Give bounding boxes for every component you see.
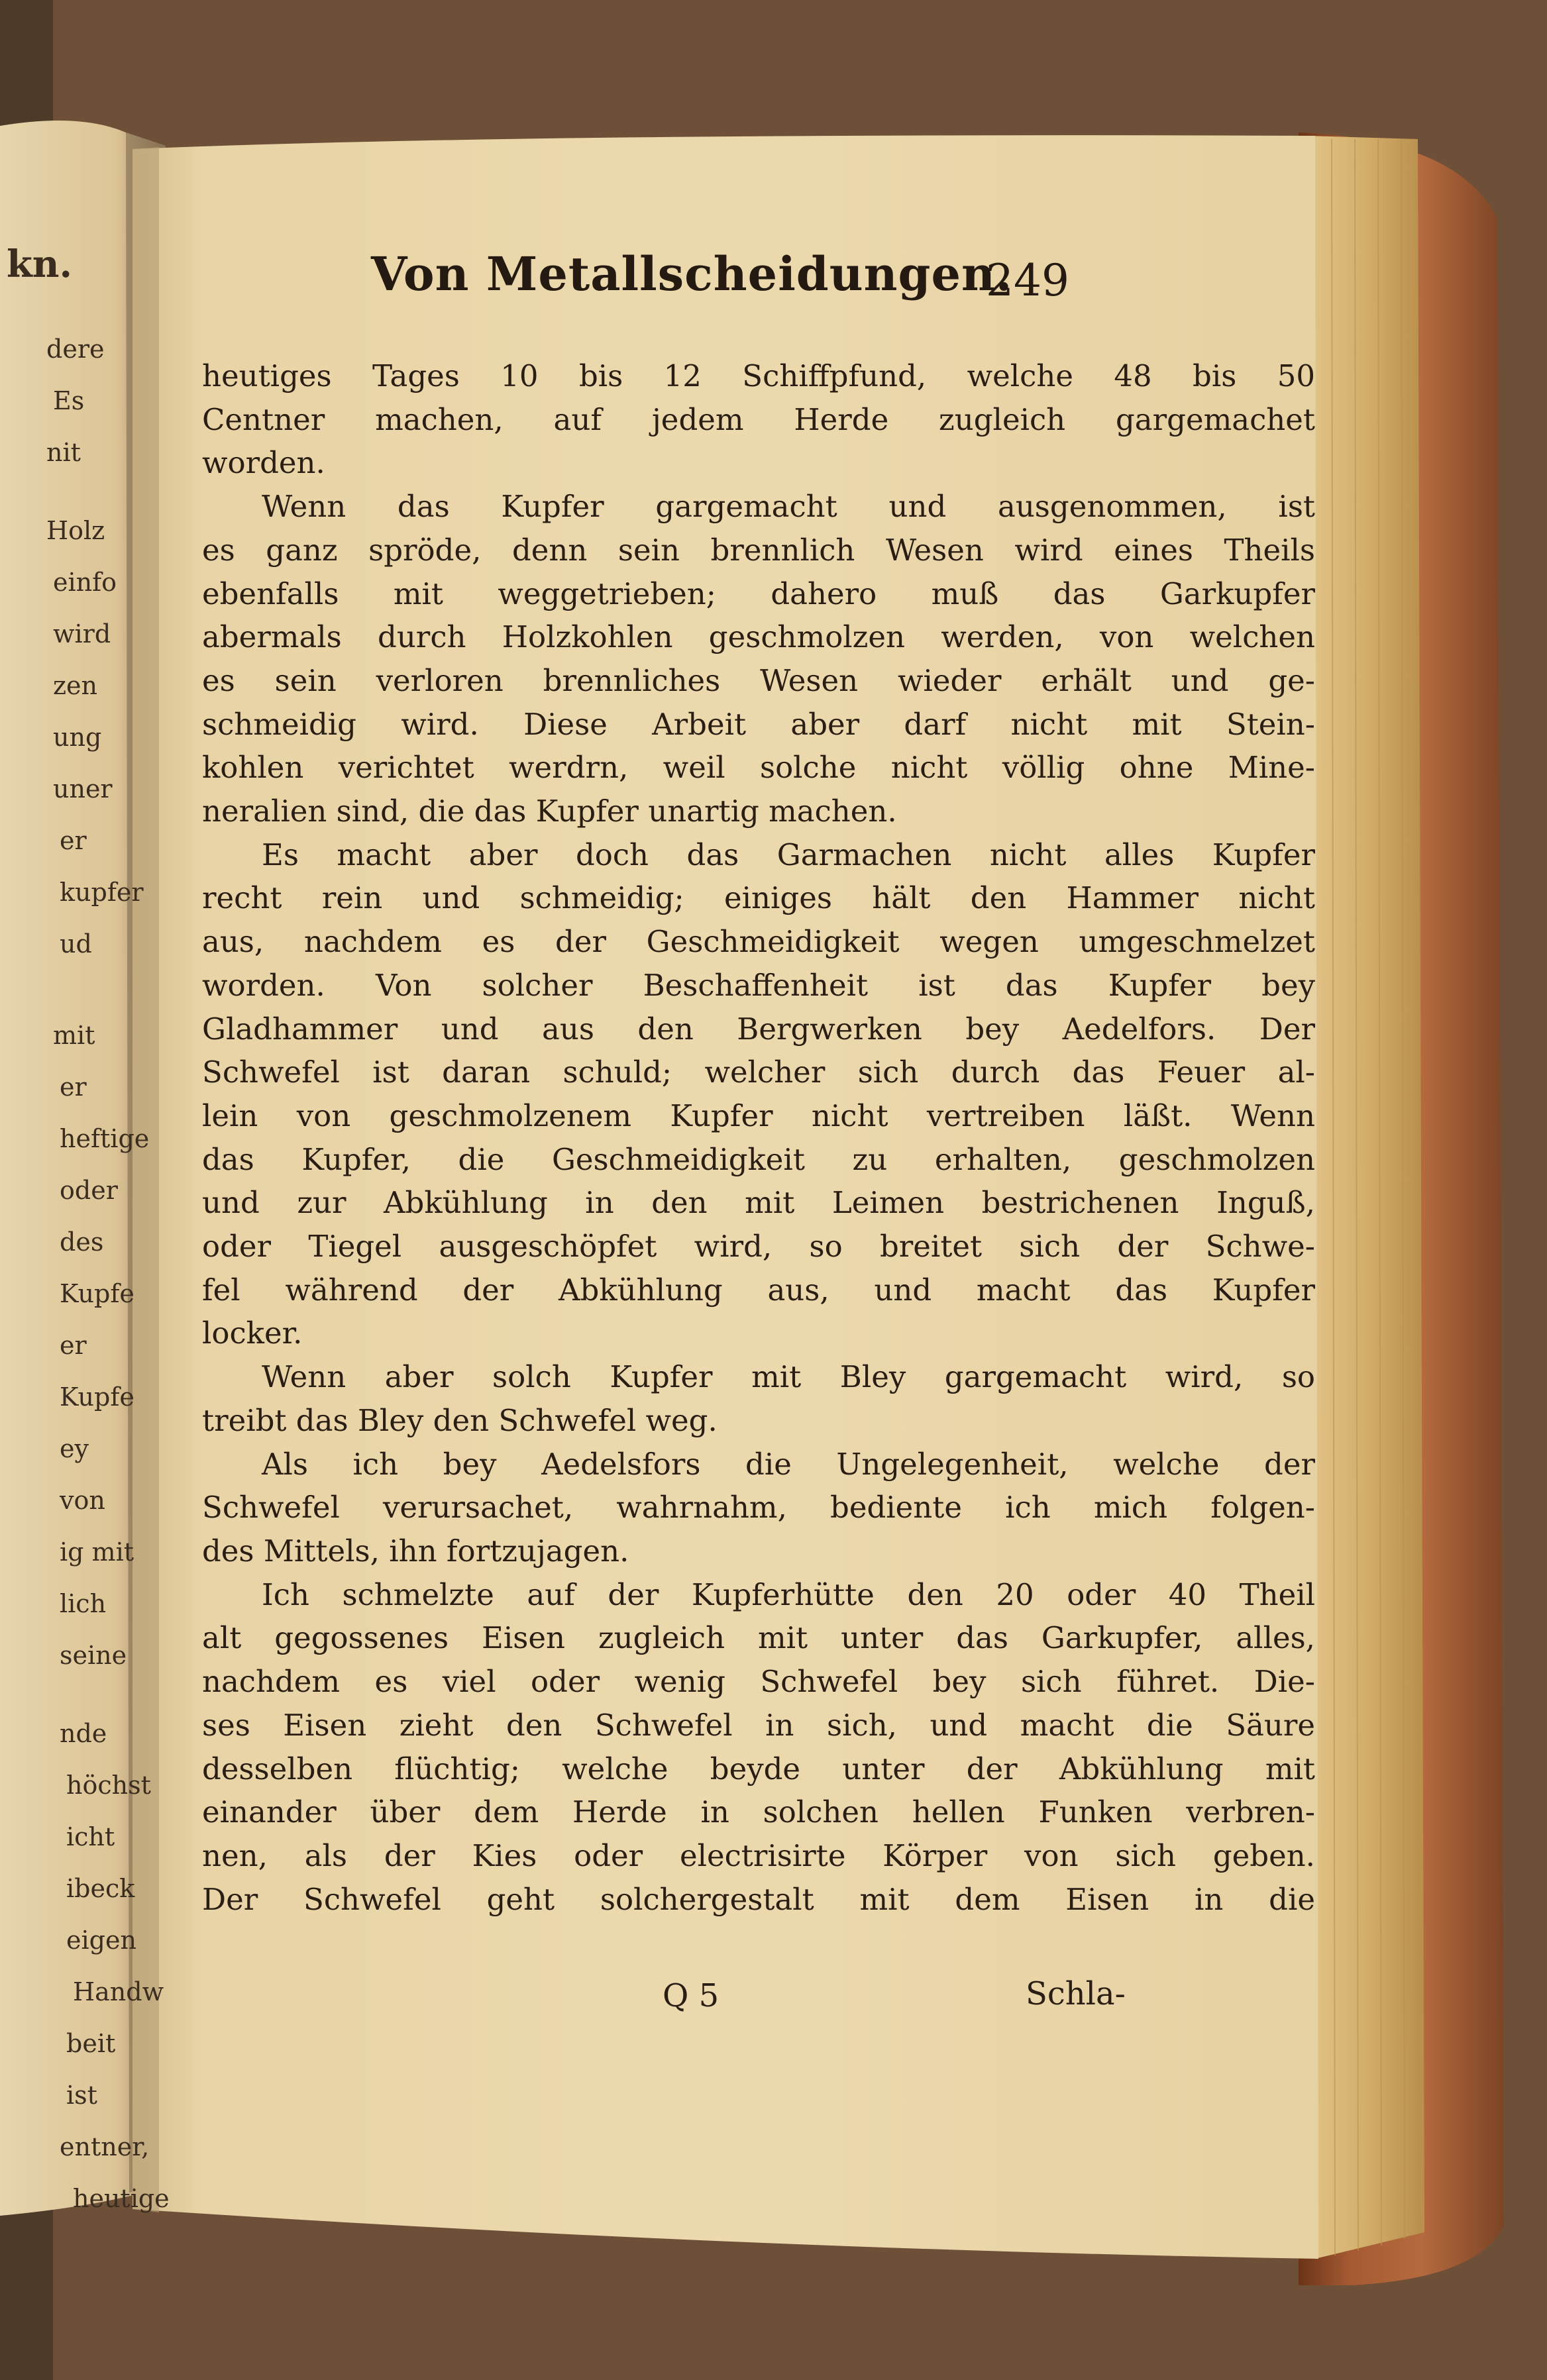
facing-page-fragment: des bbox=[60, 1227, 104, 1257]
facing-page-fragment: zen bbox=[53, 671, 97, 700]
text-line: locker. bbox=[202, 1316, 303, 1351]
facing-page-fragment: kupfer bbox=[60, 878, 144, 907]
facing-page-fragment: höchst bbox=[66, 1771, 151, 1800]
facing-page-fragment: ud bbox=[60, 929, 92, 958]
facing-page-fragment: Kupfe bbox=[60, 1279, 134, 1308]
text-line: recht rein und schmeidig; einiges hält den Hammer nicht bbox=[202, 880, 1315, 916]
text-line: Wenn das Kupfer gargemacht und ausgenommen, ist bbox=[262, 489, 1315, 525]
text-line: nachdem es viel oder wenig Schwefel bey sich führet. Die- bbox=[202, 1664, 1315, 1700]
text-line: treibt das Bley den Schwefel weg. bbox=[202, 1402, 718, 1438]
text-line: ses Eisen zieht den Schwefel in sich, und macht die Säure bbox=[202, 1707, 1315, 1743]
facing-page-fragment: Kupfe bbox=[60, 1382, 134, 1412]
facing-page-fragment: von bbox=[60, 1486, 105, 1515]
facing-page-fragment: icht bbox=[66, 1822, 115, 1851]
facing-page-fragment: eigen bbox=[66, 1926, 136, 1955]
text-line: und zur Abkühlung in den mit Leimen bestrichenen Inguß, bbox=[202, 1185, 1315, 1221]
facing-page-fragment: heftige bbox=[60, 1124, 150, 1153]
text-line: worden. bbox=[202, 445, 325, 481]
facing-page-fragment: er bbox=[60, 826, 87, 855]
text-line: einander über dem Herde in solchen hellen Funken verbren- bbox=[202, 1794, 1315, 1830]
text-line: Als ich bey Aedelsfors die Ungelegenheit, welche der bbox=[262, 1446, 1315, 1482]
text-line: heutiges Tages 10 bis 12 Schiffpfund, welche 48 bis 50 bbox=[202, 358, 1315, 393]
facing-page-fragment: nde bbox=[60, 1719, 107, 1748]
facing-page-fragment: ibeck bbox=[66, 1874, 135, 1903]
facing-page-fragment: nit bbox=[46, 438, 81, 467]
facing-page-fragment: er bbox=[60, 1072, 87, 1102]
text-line: abermals durch Holzkohlen geschmolzen werden, von welchen bbox=[202, 619, 1315, 655]
facing-page-text bbox=[7, 238, 170, 2213]
facing-page-fragment: ey bbox=[60, 1434, 89, 1463]
text-line: nen, als der Kies oder electrisirte Körper von sich geben. bbox=[202, 1837, 1315, 1873]
page-edges bbox=[1308, 136, 1424, 2259]
text-line: worden. Von solcher Beschaffenheit ist das Kupfer bey bbox=[202, 967, 1315, 1003]
facing-page-fragment: beit ist bbox=[66, 2029, 116, 2110]
catchword: Schla- bbox=[1026, 1975, 1126, 2012]
text-line: schmeidig wird. Diese Arbeit aber darf nicht mit Stein- bbox=[202, 706, 1315, 742]
facing-page-fragment: lich bbox=[60, 1589, 107, 1618]
text-line: es ganz spröde, denn sein brennlich Wesen wird eines Theils bbox=[202, 532, 1315, 568]
text-line: Schwefel verursachet, wahrnahm, bediente ich mich folgen- bbox=[202, 1490, 1315, 1526]
facing-page-fragment: ig mit bbox=[60, 1537, 134, 1567]
facing-page-fragment: uner bbox=[53, 774, 113, 803]
text-line: das Kupfer, die Geschmeidigkeit zu erhalten, geschmolzen bbox=[202, 1141, 1315, 1177]
text-line: fel während der Abkühlung aus, und macht das Kupfer bbox=[202, 1272, 1315, 1308]
text-line: desselben flüchtig; welche beyde unter der Abkühlung mit bbox=[202, 1751, 1315, 1786]
facing-page-fragment: mit bbox=[53, 1021, 95, 1050]
text-line: oder Tiegel ausgeschöpfet wird, so breitet sich der Schwe- bbox=[202, 1229, 1315, 1265]
text-line: Der Schwefel geht solchergestalt mit dem Eisen in die bbox=[202, 1881, 1315, 1917]
text-line: lein von geschmolzenem Kupfer nicht vertreiben läßt. Wenn bbox=[202, 1098, 1315, 1133]
facing-page-fragment: Handw bbox=[73, 1977, 164, 2006]
facing-page-fragment: entner, bbox=[60, 2132, 150, 2161]
facing-page-fragment: heutige bbox=[73, 2184, 170, 2213]
facing-page-fragment: wird bbox=[53, 619, 111, 648]
page-number: 249 bbox=[986, 255, 1069, 306]
running-head: Von Metallscheidungen. bbox=[371, 246, 1013, 301]
text-line: Ich schmelzte auf der Kupferhütte den 20 oder 40 Theil bbox=[262, 1577, 1315, 1612]
facing-page-fragment: oder bbox=[60, 1176, 118, 1205]
text-line: Schwefel ist daran schuld; welcher sich durch das Feuer al- bbox=[202, 1055, 1315, 1090]
facing-page-fragment: Es bbox=[53, 386, 85, 415]
text-line: neralien sind, die das Kupfer unartig machen. bbox=[202, 794, 897, 829]
text-line: es sein verloren brennliches Wesen wieder erhält und ge- bbox=[202, 662, 1315, 698]
facing-page-fragment: ung bbox=[53, 723, 102, 752]
text-line: alt gegossenes Eisen zugleich mit unter das Garkupfer, alles, bbox=[202, 1620, 1315, 1656]
signature-mark: Q 5 bbox=[663, 1977, 720, 2014]
facing-page-fragment: dere bbox=[46, 335, 105, 364]
facing-page-fragment: Holz bbox=[46, 516, 105, 545]
text-line: Centner machen, auf jedem Herde zugleich gargemachet bbox=[202, 401, 1315, 437]
facing-page-fragment: er bbox=[60, 1331, 87, 1360]
body-text bbox=[202, 354, 1315, 2050]
text-line: des Mittels, ihn fortzujagen. bbox=[202, 1533, 629, 1569]
text-line: kohlen verichtet werdrn, weil solche nicht völlig ohne Mine- bbox=[202, 750, 1315, 786]
text-line: Wenn aber solch Kupfer mit Bley gargemacht wird, so bbox=[262, 1359, 1315, 1395]
facing-page-fragment: einfo bbox=[53, 568, 117, 597]
text-line: aus, nachdem es der Geschmeidigkeit wegen umgeschmelzet bbox=[202, 924, 1315, 960]
text-line: ebenfalls mit weggetrieben; dahero muß das Garkupfer bbox=[202, 576, 1315, 611]
facing-page-fragment: kn. bbox=[7, 242, 73, 286]
facing-page-fragment: seine bbox=[60, 1641, 127, 1670]
text-line: Es macht aber doch das Garmachen nicht alles Kupfer bbox=[262, 837, 1315, 872]
text-line: Gladhammer und aus den Bergwerken bey Aedelfors. Der bbox=[202, 1011, 1315, 1047]
